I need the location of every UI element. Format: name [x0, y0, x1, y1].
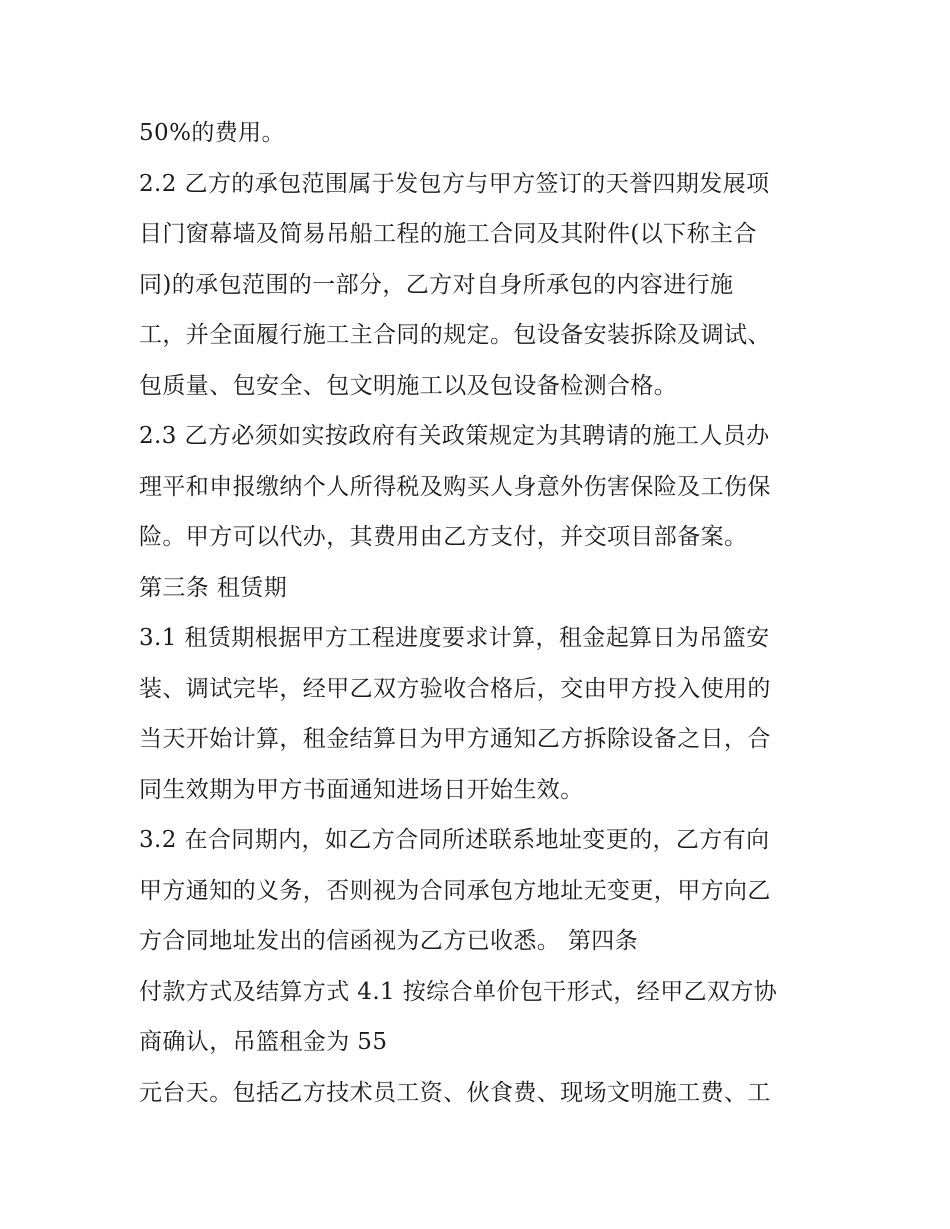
- text-line: 2.2 乙方的承包范围属于发包方与甲方签订的天誉四期发展项: [139, 170, 770, 197]
- text-line: 同)的承包范围的一部分，乙方对自身所承包的内容进行施: [139, 271, 734, 298]
- document-body: [139, 108, 819, 1118]
- section-heading: 第三条 租赁期: [139, 574, 288, 601]
- text-line: 2.3 乙方必须如实按政府有关政策规定为其聘请的施工人员办: [139, 423, 770, 449]
- text-line: 50%的费用。: [139, 120, 285, 146]
- text-line: 同生效期为甲方书面通知进场日开始生效。: [139, 776, 584, 803]
- text-line: 元台天。包括乙方技术员工资、伙食费、现场文明施工费、工: [139, 1079, 771, 1106]
- text-line: 3.1 租赁期根据甲方工程进度要求计算，租金起算日为吊篮安: [139, 625, 770, 651]
- text-line: 包质量、包安全、包文明施工以及包设备检测合格。: [139, 372, 678, 399]
- text-line: 3.2 在合同期内，如乙方合同所述联系地址变更的，乙方有向: [139, 827, 770, 853]
- text-line: 方合同地址发出的信函视为乙方已收悉。 第四条: [139, 928, 639, 954]
- text-line: 商确认，吊篮租金为 55: [139, 1029, 388, 1055]
- text-line: 付款方式及结算方式 4.1 按综合单价包干形式，经甲乙双方协: [139, 978, 778, 1005]
- text-line: 装、调试完毕，经甲乙双方验收合格后，交由甲方投入使用的: [139, 675, 771, 702]
- text-line: 险。甲方可以代办，其费用由乙方支付，并交项目部备案。: [139, 524, 748, 550]
- text-line: 目门窗幕墙及简易吊船工程的施工合同及其附件(以下称主合: [139, 221, 757, 247]
- text-line: 理平和申报缴纳个人所得税及购买人身意外伤害保险及工伤保: [139, 473, 771, 500]
- text-line: 工，并全面履行施工主合同的规定。包设备安装拆除及调试、: [139, 322, 771, 348]
- text-line: 甲方通知的义务，否则视为合同承包方地址无变更，甲方向乙: [139, 877, 771, 904]
- text-line: 当天开始计算，租金结算日为甲方通知乙方拆除设备之日，合: [139, 726, 771, 752]
